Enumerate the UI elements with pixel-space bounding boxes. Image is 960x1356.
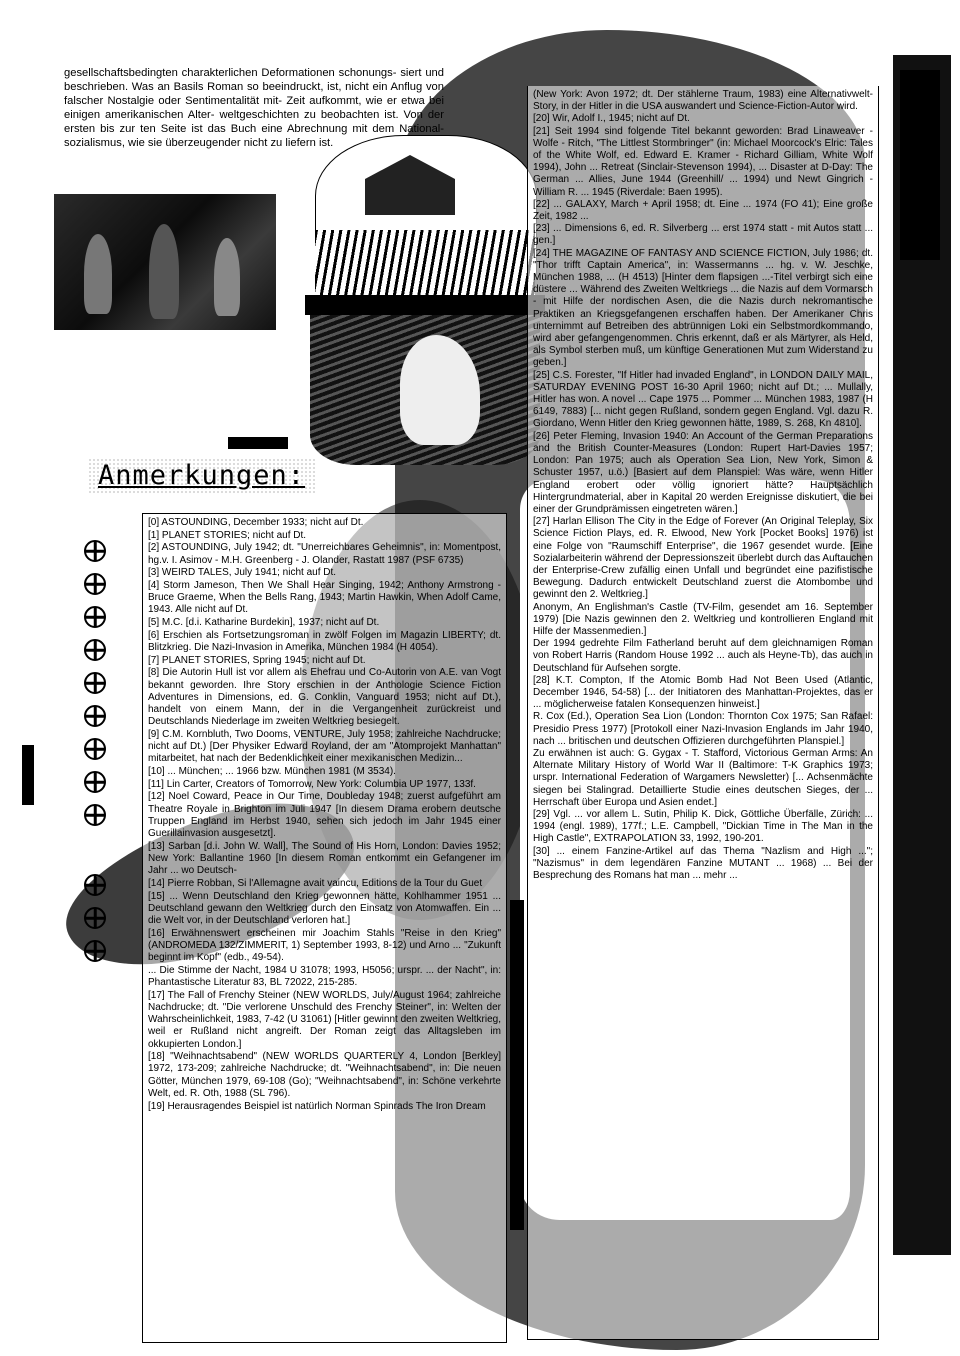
footnote: [16] Erwähnenswert erscheinen mir Joachim Stahls "Reise in den Krieg" (ANDROMEDA 132/ZIMMERIT, 1) September 1993, 8-12) und Arno ... "Zukunft beginnt im Kopf" (edb., 49-54). [148,927,501,964]
illustration-field [315,230,535,300]
footnote: [0] ASTOUNDING, December 1933; nicht auf Dt. [148,517,364,528]
scan-edge-mark [900,70,940,260]
footnote: [11] Lin Carter, Creators of Tomorrow, New York: Columbia UP 1977, 133f. [148,778,476,790]
footnote: R. Cox (Ed.), Operation Sea Lion (London: Thornton Cox 1975; San Rafael: Presidio Press 1977) [Protokoll einer Nazi-Invasion Englands im Jahr 1940, nach ... britischen und deutschen Offizieren durchgeführten Planspiel.] [533,711,873,747]
circled-cross-icon [84,705,106,727]
footnote: [20] Wir, Adolf I., 1945; nicht auf Dt. [533,113,690,125]
margin-mark [22,745,34,805]
footnote: [8] Die Autorin Hull ist vor allem als Ehefrau und Co-Autorin von A.E. van Vogt bekannt geworden. Ihre Story erschien in der Anthologie Science Fiction Adventures in Dimensions, ed. G. Conklin, Vanguard 1953; nicht auf Dt.), handelt von einem Mann, der in die Vergangenheit zurückreist und Deutschlands Niederlage im zweiten Weltkrieg besiegelt. [148,667,501,728]
footnote: [22] ... GALAXY, March + April 1958; dt. Eine ... 1974 (FO 41); Eine große Zeit, 1982 ... [533,198,873,223]
footnote: [13] Sarban [d.i. John W. Wall], The Sound of His Horn, London: Davies 1952; New York: Ballantine 1960 [In diesem Roman entkommt ein Gefangener im Jahr ... wo Deutsch- [148,840,501,877]
intro-paragraph: gesellschaftsbedingten charakterlichen Deformationen schonungs- siert und beschrieben. Was an Basils Roman so beeindruckt, ist, nicht ein Anflug von falscher Nostalgie oder Sentimentalität mit- Zeit aufkommt, wie er etwa bei einigen amerikanischen Alter- weltgeschichten zu beobachten ist. Von der ersten bis zur ten Seite ist das Buch eine Abrechnung mit dem National- sozialismus, wie sie überzeugender nicht zu liefern ist. [64,67,444,149]
footnote: [27] Harlan Ellison The City in the Edge of Forever (An Original Teleplay, Six Science Fiction Plays, ed. R. Elwood, New York [Pocket Books] 1976) ist eine Folge von "Raumschiff Enterprise", die 1967 gesendet wurde. [Eine Sozialarbeiterin während der Depressionszeit überlebt durch das Auftauchen der Enterprise-Crew zufällig einen Unfall und begründet eine pazifistische Bewegung. Dadurch entwickelt Deutschland zuerst die Atombombe und gewinnt den 2. Weltkrieg.] [533,516,873,601]
circled-cross-icon [84,672,106,694]
circled-cross-icon [84,738,106,760]
circled-cross-icon [84,639,106,661]
footnote: Anonym, An Englishman's Castle (TV-Film, gesendet am 16. September 1979) [Die Nazis gewinnen den 2. Weltkrieg und kontrollieren England mit Hilfe der Massenmedien.] [533,601,873,637]
circled-cross-icon [84,573,106,595]
footnote: [1] PLANET STORIES; nicht auf Dt. [148,529,307,541]
footnote: Zu erwähnen ist auch: G. Gygax - T. Stafford, Victorious German Arms: An Alternate Military History of World War II (Baltimore: T-K Graphics 1973; urspr. International Federation of Wargamers Newsletter) [... Achsenmächte siegen bei Stalingrad. Detaillierte Studie eines deutschen Sieges, der ... Herrschaft über Europa und Asien endet.] [533,747,873,808]
column-bar [510,900,524,1230]
footnote: [9] C.M. Kornbluth, Two Dooms, VENTURE, July 1958; zahlreiche Nachdrucke; nicht auf Dt.) [Der Physiker Edward Royland, der am "Atomprojekt Manhattan" mitarbeitet, hat nach der Bedenklichkeit einer mexikanischen Medizin... [148,728,501,765]
footnote: [7] PLANET STORIES, Spring 1945; nicht auf Dt. [148,654,366,666]
footnote: [5] M.C. [d.i. Katharine Burdekin], 1937; nicht auf Dt. [148,617,380,629]
footnote: [6] Erschien als Fortsetzungsroman in zwölf Folgen im Magazin LIBERTY; dt. Blitzkrieg. Die Nazi-Invasion in Amerika, München 1984 (H 4054). [148,629,501,654]
footnote: [30] ... einem Fanzine-Artikel auf das Thema "Nazlism and High ..."; "Nazismus" in dem legendären Fanzine MUTANT ... 1968) ... Bei der Besprechung des Romans hat man ... mehr ... [533,845,873,881]
section-rule [228,437,288,449]
footnote: Der 1994 gedrehte Film Fatherland beruht auf dem gleichnamigen Roman von Robert Harris (Random House 1992 ... auch als Heyne-Tb), das auch in Deutschland für Aufsehen sorgte. [533,638,873,674]
photo-figure [214,238,240,316]
footnote: [21] Seit 1994 sind folgende Titel bekannt geworden: Brad Linaweaver - Wolfe - Ritch, "The Littlest Stormbringer" (in: Michael Moorcock's Elric: Tales of the White Wolf, ed. Edward E. Kramer - Richard Gilliam, White Wolf 1994), John ... Retreat (Sinclair-Stevenson 1994), ... Disaster at D-Day: The German ... Allies, June 1944 (Greenhill/ ... 1994) und Newt Gingrich - William R. ... 1945 (Riverdale: Baen 1995). [533,125,873,198]
footnote: [28] K.T. Compton, If the Atomic Bomb Had Not Been Used (Atlantic, December 1946, 54-58) [... der Initiatoren des Manhattan-Projektes, das er ... möglicherweise fatalen Konsequenzen hinweist.] [533,674,873,711]
footnote: (New York: Avon 1972; dt. Der stählerne Traum, 1983) eine Alternativwelt-Story, in der Hitler in die USA auswandert und Science-Fiction-Autor wird. [533,89,873,113]
footnote: [4] Storm Jameson, Then We Shall Hear Singing, 1942; Anthony Armstrong - Bruce Graeme, When the Bells Rang, 1943; Martin Hawkin, When Adolf Came, 1943. Alle nicht auf Dt. [148,580,501,616]
notes-column-left [142,513,507,1343]
footnote: [12] Noel Coward, Peace in Our Time, Doubleday 1948; zuerst aufgeführt am Theatre Royale in Brighton im Juli 1947 [In diesem Drama erobern deutsche Truppen England im Herbst 1940, sehen sich jedoch im Jahr 1945 einer Guerillainvasion ausgesetzt]. [148,791,501,840]
footnote: [15] ... Wenn Deutschland den Krieg gewonnen hätte, Kohlhammer 1951 ... Deutschland gewann den Weltkrieg durch den Einsatz von Atomwaffen. Ein ... die Welt vor, in der Deutschland verloren hat.] [148,890,501,926]
photo-figure [84,234,112,314]
circled-cross-icon [84,771,106,793]
circled-cross-icon [84,804,106,826]
footnote: [18] "Weihnachtsabend" (NEW WORLDS QUARTERLY 4, London [Berkley] 1972, 173-209; zahlreiche Nachdrucke; dt. "Weihnachtsabend", in: Die neuen Götter, München 1979, 69-108 (Go); "Weihnachtsabend", in: Schöne verkehrte Welt, ed. R. Oth, 1988 (SL 796). [148,1051,501,1099]
footnote: [25] C.S. Forester, "If Hitler had invaded England", in LONDON DAILY MAIL, SATURDAY EVENING POST 16-30 April 1960; nicht auf Dt.; ... Mullally, Hitler has won. A novel ... Cape 1975 ... Pommer ... München 1983, 1987 (H 6149, 7883) [... nicht gegen Rußland, sondern gegen England. Vgl. dazu R. Giordano, Wenn Hitler den Krieg gewonnen hätte, 1989, S. 268, Kn 4810]. [533,369,873,430]
footnote: [23] ... Dimensions 6, ed. R. Silverberg ... erst 1974 statt - mit Autos statt ... gen.] [533,223,873,247]
footnote: [19] Herausragendes Beispiel ist natürlich Norman Spinrads The Iron Dream [148,1100,486,1112]
notes-column-right [527,86,879,1340]
footnote: [26] Peter Fleming, Invasion 1940: An Account of the German Preparations and the British Counter-Measures (London: Rupert Hart-Davies 1957; London: Pan 1975; auch als Operation Sea Lion, New York, Simon & Schuster 1957, u.ö.) [Basiert auf dem Planspiel: Was wäre, wenn Hitler England erobert oder völlig ignoriert hätte? Hauptsächlich Hintergrundmaterial, aber in Kapital 20 werden Ereignisse diskutiert, die bei einer der Grundprämissen eingetreten wären.] [533,430,873,515]
footnote: [2] ASTOUNDING, July 1942; dt. "Unerreichbares Geheimnis", in: Momentpost, hg.v. I. Asimov - M.H. Greenberg - J. Olander, Rastatt 1987 (PSF 6735) [148,542,501,566]
footnote: [24] THE MAGAZINE OF FANTASY AND SCIENCE FICTION, July 1986; dt. "Thor trifft Captain America", in: Wassermanns ... hg. v. W. Jeschke, München 1988, ... (H 4513) [Hinter dem flapsigen ...-Titel verbirgt sich eine düstere ... Während des Zweiten Weltkriegs ... die Nazis auf dem Vormarsch - mit Hilfe der nordischen Asen, die die Nazis durch nekromantische Praktiken an Kriegsgefangenen erschaffen haben. Der Amerikaner Chris unternimmt auf Betreiben des abtrünnigen Loki ein Selbstmordkommando, wird aber gefangengenommen. Chris erkennt, daß er als Märtyrer, als Held, als Symbol sterben muß, um künftige Generationen Mut zum Widerstand zu geben.] [533,247,873,369]
footnote: ... Die Stimme der Nacht, 1984 U 31078; 1993, H5056; urspr. ... der Nacht", in: Phantastische Literatur 83, BL 72022, 215-285. [148,964,501,989]
circled-cross-icon [84,874,106,896]
circled-cross-icon [84,940,106,962]
notes-heading: Anmerkungen: [88,458,315,493]
cross-symbol-column [84,540,110,973]
footnote: [14] Pierre Robban, Si l'Allemagne avait vaincu, Editions de la Tour du Guet [148,877,483,889]
footnote: [17] The Fall of Frenchy Steiner (NEW WORLDS, July/August 1964; zahlreiche Nachdrucke; dt. "Die verlorene Unschuld des Frenchy Steiner", in: Welten der Wahrscheinlichkeit, 1983, 7-42 (U 31061) [Hitler gewinnt den zweiten Weltkrieg, weil er Rußland nicht angreift. Der Roman zeigt das Alltagsleben im okkupierten London.] [148,989,501,1050]
footnote: [29] Vgl. ... vor allem L. Sutin, Philip K. Dick, Göttliche Überfälle, Zürich: ... 1994 (engl. 1989), 177f.; L.E. Campbell, "Dickian Time in The Man in the High Castle", EXTRAPOLATION 33, 1992, 190-201. [533,808,873,845]
illustration-band [305,295,545,315]
circled-cross-icon [84,540,106,562]
footnote: [3] WEIRD TALES, July 1941; nicht auf Dt. [148,567,337,579]
circled-cross-icon [84,907,106,929]
footnote: [10] ... München; ... 1966 bzw. München 1981 (M 3534). [148,766,396,778]
cover-illustration [305,135,545,465]
film-still-photo [54,194,276,330]
circled-cross-icon [84,606,106,628]
photo-figure [149,224,179,319]
